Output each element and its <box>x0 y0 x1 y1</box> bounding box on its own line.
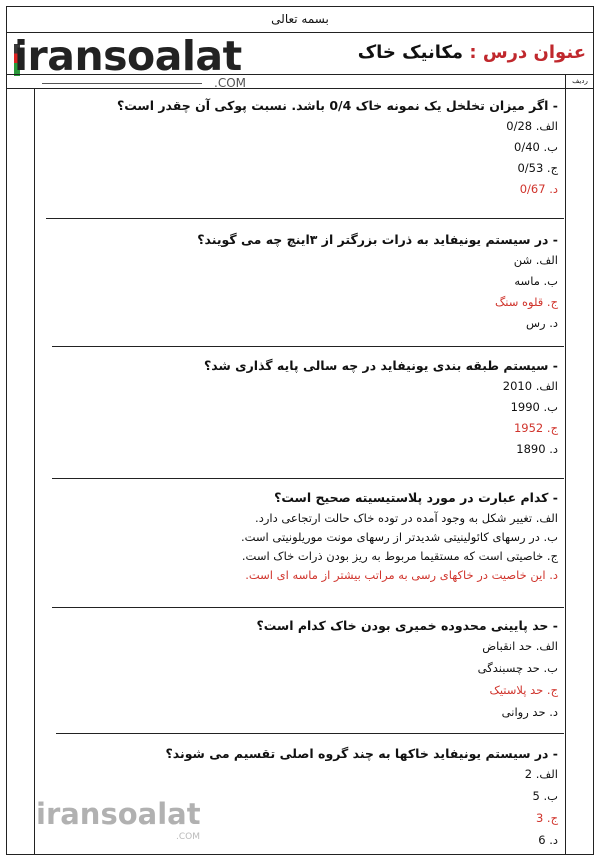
question-stem: - حد پایینی محدوده خمیری بودن خاک کدام است؟ <box>256 618 558 633</box>
question-stem: - کدام عبارت در مورد پلاستیسیته صحیح است؟ <box>274 490 558 505</box>
watermark-domain: .COM <box>176 832 200 842</box>
logo-domain: .COM <box>214 76 246 90</box>
answer-option-correct: د. 0/67 <box>519 182 558 196</box>
watermark-text: iransoalat <box>36 797 201 831</box>
iransoalat-logo <box>14 34 246 92</box>
answer-option: الف. 2010 <box>502 379 558 393</box>
answer-option: ج. خاصیتی است که مستقیما مربوط به ریز بودن ذرات خاک است. <box>241 549 558 563</box>
answer-option: د. 1890 <box>516 442 558 456</box>
answer-option: ب. 0/40 <box>514 140 558 154</box>
answer-option: الف. شن <box>513 253 558 267</box>
left-margin-line <box>34 88 35 855</box>
answer-option: ب. حد چسبندگی <box>477 661 558 675</box>
question-separator <box>56 733 564 734</box>
answer-option: د. رس <box>525 316 558 330</box>
question-separator <box>52 607 564 608</box>
question-1 <box>117 98 558 196</box>
answer-option: ب. 1990 <box>510 400 558 414</box>
question-stem: - در سیستم یونیفاید خاکها به چند گروه اصلی تقسیم می شوند؟ <box>165 746 558 761</box>
answer-option: ب. در رسهای کائولینیتی شدیدتر از رسهای مونت موریلونیتی است. <box>240 530 558 544</box>
bismillah-heading: بسمه تعالی <box>271 12 329 26</box>
answer-option: ب. ماسه <box>514 274 558 288</box>
course-title <box>358 42 586 63</box>
question-separator <box>52 346 564 347</box>
answer-option: د. حد روانی <box>501 705 558 719</box>
answer-option-correct: د. این خاصیت در خاکهای رسی به مراتب بیشتر از ماسه ای است. <box>245 568 558 582</box>
table-header-divider <box>6 88 594 89</box>
question-4 <box>241 490 558 582</box>
question-stem: - سیستم طبقه بندی یونیفاید در چه سالی پایه گذاری شد؟ <box>204 358 558 373</box>
answer-option-correct: ج. 3 <box>535 811 558 825</box>
answer-option-correct: ج. حد پلاستیک <box>489 683 558 697</box>
question-separator <box>46 218 564 219</box>
answer-option: الف. حد انقباض <box>482 639 558 653</box>
row-number-column-line <box>565 88 566 855</box>
course-title-label: عنوان درس : <box>469 42 586 63</box>
question-stem: - اگر میزان تخلخل یک نمونه خاک 0/4 باشد. نسبت پوکی آن چقدر است؟ <box>116 98 558 113</box>
answer-option: الف. تغییر شکل به وجود آمده در توده خاک حالت ارتجاعی دارد. <box>255 511 558 525</box>
answer-option: ب. 5 <box>532 789 558 803</box>
question-stem: - در سیستم یونیفاید به ذرات بزرگتر از ۳اینچ چه می گویند؟ <box>197 232 558 247</box>
answer-option: ج. 0/53 <box>517 161 558 175</box>
question-6 <box>166 746 558 847</box>
logo-underline <box>42 83 202 84</box>
answer-option: الف. 2 <box>524 767 558 781</box>
answer-option: د. 6 <box>538 833 558 847</box>
watermark-logo <box>36 798 200 848</box>
question-3 <box>204 358 558 456</box>
question-5 <box>256 618 558 719</box>
course-title-value: مکانیک خاک <box>357 42 464 63</box>
answer-option-correct: ج. قلوه سنگ <box>494 295 558 309</box>
row-number-column-header: ردیف <box>565 74 594 88</box>
answer-option: الف. 0/28 <box>506 119 558 133</box>
logo-text: iransoalat <box>14 32 242 80</box>
answer-option-correct: ج. 1952 <box>513 421 558 435</box>
question-2 <box>197 232 558 330</box>
question-separator <box>52 478 564 479</box>
title-divider <box>6 74 594 75</box>
